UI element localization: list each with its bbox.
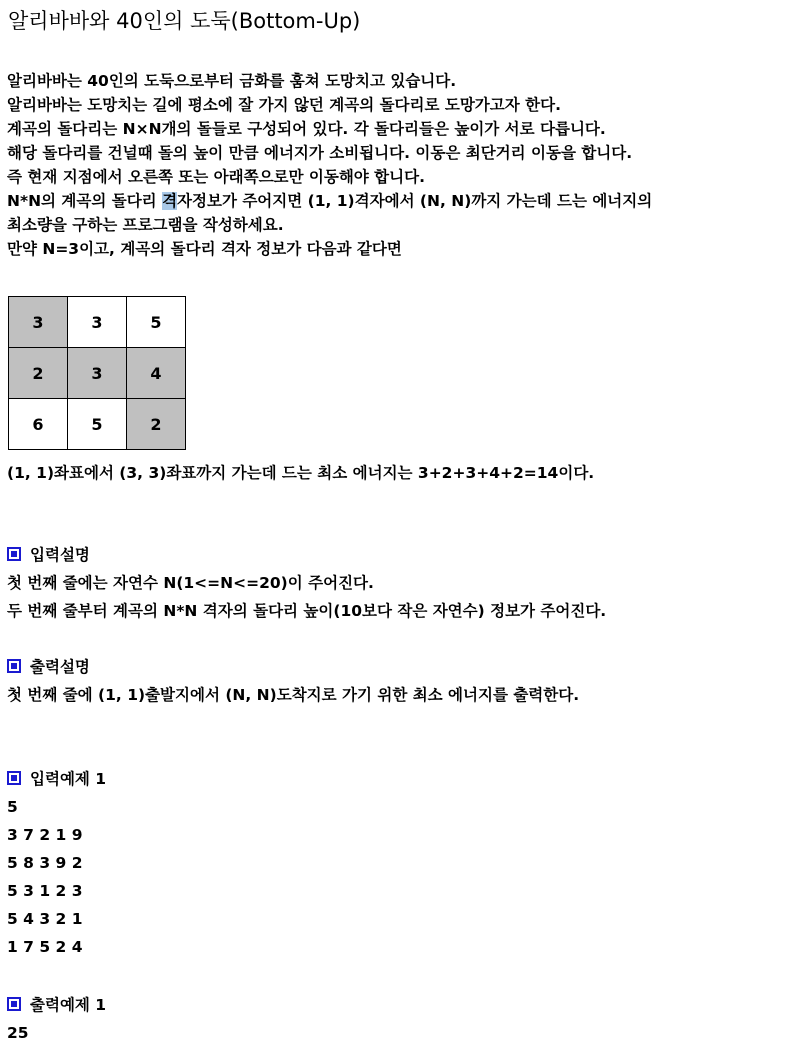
grid-cell: 3 bbox=[68, 297, 127, 348]
grid-cell: 3 bbox=[68, 348, 127, 399]
input-example-header: 입력예제 1 bbox=[30, 770, 107, 788]
description-line-6 bbox=[7, 189, 652, 213]
section-header bbox=[7, 991, 106, 1019]
text-selection-highlight: 격 bbox=[162, 192, 178, 210]
grid-row bbox=[9, 399, 186, 450]
grid-cell: 2 bbox=[9, 348, 68, 399]
section-header bbox=[7, 653, 579, 681]
input-example-section bbox=[7, 765, 106, 961]
output-example-header: 출력예제 1 bbox=[30, 996, 107, 1014]
description-line-4: 해당 돌다리를 건널때 돌의 높이 만큼 에너지가 소비됩니다. 이동은 최단거리 이동을 합니다. bbox=[7, 144, 633, 162]
grid-row bbox=[9, 297, 186, 348]
input-example-line: 1 7 5 2 4 bbox=[7, 938, 83, 956]
grid-row bbox=[9, 348, 186, 399]
output-example-line: 25 bbox=[7, 1024, 29, 1042]
section-header bbox=[7, 541, 606, 569]
grid-cell: 5 bbox=[127, 297, 186, 348]
input-example-line: 5 bbox=[7, 798, 18, 816]
section-marker-icon bbox=[7, 771, 21, 785]
section-marker-icon bbox=[7, 997, 21, 1011]
description-line-6-start: N*N의 계곡의 돌다리 bbox=[7, 192, 163, 210]
input-description-line: 두 번째 줄부터 계곡의 N*N 격자의 돌다리 높이(10보다 작은 자연수) 정보가 주어진다. bbox=[7, 602, 607, 620]
description-line-8: 만약 N=3이고, 계곡의 돌다리 격자 정보가 다음과 같다면 bbox=[7, 240, 402, 258]
input-description-line: 첫 번째 줄에는 자연수 N(1<=N<=20)이 주어진다. bbox=[7, 574, 374, 592]
description-line-7: 최소량을 구하는 프로그램을 작성하세요. bbox=[7, 216, 284, 234]
input-example-line: 5 4 3 2 1 bbox=[7, 910, 83, 928]
description-line-6-end: 자정보가 주어지면 (1, 1)격자에서 (N, N)까지 가는데 드는 에너지의 bbox=[177, 192, 653, 210]
input-description-section bbox=[7, 541, 606, 625]
page-title: 알리바바와 40인의 도둑(Bottom-Up) bbox=[8, 9, 361, 33]
problem-description bbox=[7, 69, 652, 261]
output-example-section bbox=[7, 991, 106, 1047]
example-note: (1, 1)좌표에서 (3, 3)좌표까지 가는데 드는 최소 에너지는 3+2+3+4+2=14이다. bbox=[7, 464, 595, 482]
grid-cell: 5 bbox=[68, 399, 127, 450]
section-header bbox=[7, 765, 106, 793]
input-example-line: 3 7 2 1 9 bbox=[7, 826, 83, 844]
section-marker-icon bbox=[7, 659, 21, 673]
input-example-line: 5 3 1 2 3 bbox=[7, 882, 83, 900]
output-description-line: 첫 번째 줄에 (1, 1)출발지에서 (N, N)도착지로 가기 위한 최소 에너지를 출력한다. bbox=[7, 686, 580, 704]
description-line-2: 알리바바는 도망치는 길에 평소에 잘 가지 않던 계곡의 돌다리로 도망가고자 한다. bbox=[7, 96, 561, 114]
grid-cell: 2 bbox=[127, 399, 186, 450]
stone-bridge-grid bbox=[8, 296, 186, 450]
input-description-header: 입력설명 bbox=[30, 546, 90, 564]
description-line-1: 알리바바는 40인의 도둑으로부터 금화를 훔쳐 도망치고 있습니다. bbox=[7, 72, 457, 90]
grid-cell: 3 bbox=[9, 297, 68, 348]
grid-cell: 6 bbox=[9, 399, 68, 450]
output-description-section bbox=[7, 653, 579, 709]
grid-cell: 4 bbox=[127, 348, 186, 399]
description-line-3: 계곡의 돌다리는 N×N개의 돌들로 구성되어 있다. 각 돌다리들은 높이가 서로 다릅니다. bbox=[7, 120, 606, 138]
section-marker-icon bbox=[7, 547, 21, 561]
output-description-header: 출력설명 bbox=[30, 658, 90, 676]
input-example-line: 5 8 3 9 2 bbox=[7, 854, 83, 872]
description-line-5: 즉 현재 지점에서 오른쪽 또는 아래쪽으로만 이동해야 합니다. bbox=[7, 168, 425, 186]
